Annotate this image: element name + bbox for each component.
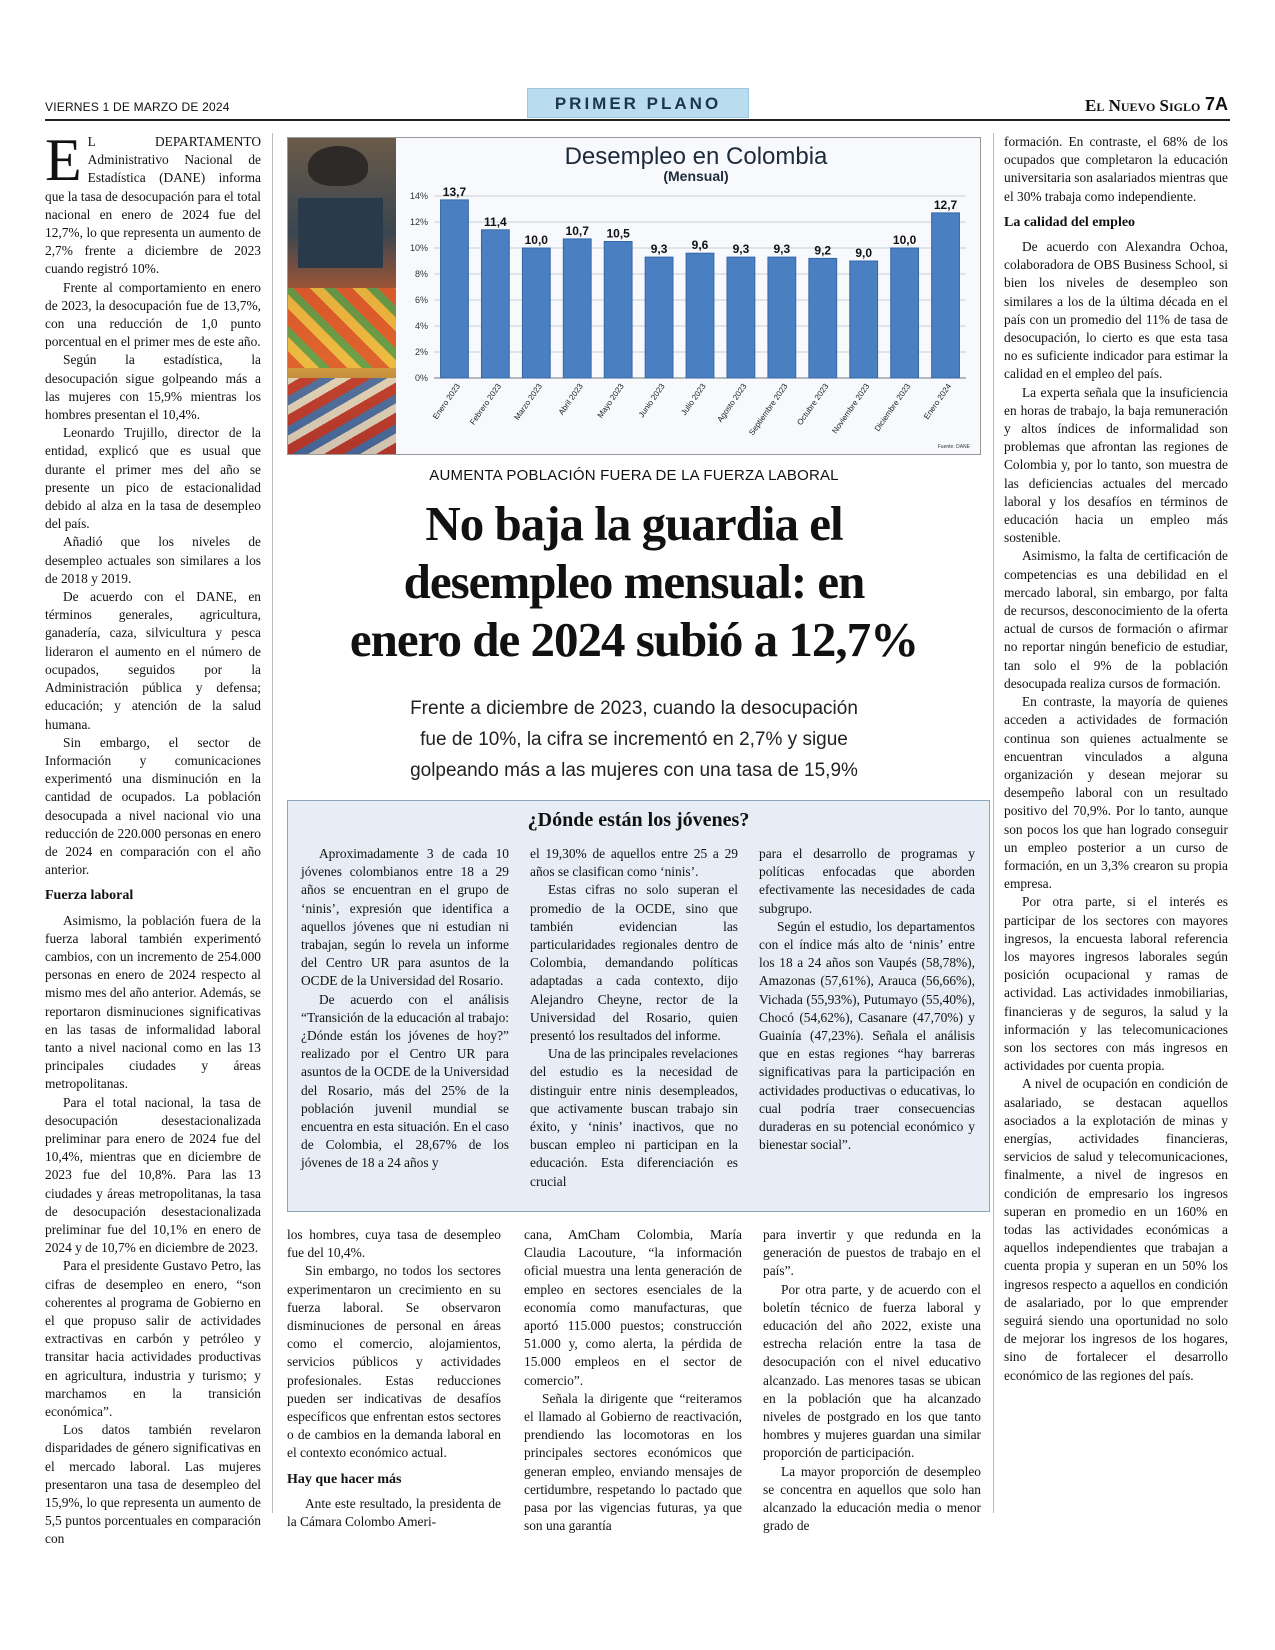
paragraph: La mayor proporción de desempleo se concentra en aquellos que solo han alcanzado la educación media o menor grado de <box>763 1463 981 1534</box>
column-divider <box>272 133 273 1513</box>
issue-date: VIERNES 1 DE MARZO DE 2024 <box>45 100 230 114</box>
x-tick-label: Mayo 2023 <box>595 381 626 420</box>
paragraph: De acuerdo con el DANE, en términos generales, agricultura, ganadería, caza, silvicultura y pesca lideraron el aumento en el número de ocupados, seguidos por la Administración pública y defensa; educación; y atención de la salud humana. <box>45 589 261 732</box>
unemployment-bar-chart <box>396 138 981 454</box>
page-number: 7A <box>1205 94 1229 114</box>
lead-caps: L DEPARTAMENTO <box>87 134 261 149</box>
paragraph: el 19,30% de aquellos entre 25 a 29 años se clasifican como ‘ninis’. <box>530 846 738 880</box>
data-label: 11,4 <box>484 214 507 229</box>
paragraph: A nivel de ocupación en condición de asalariado, se destacan aquellos asociados a la explotación de minas y energías, actividades financieras, servicios de salud y telecomunicaciones, finalmente, a nivel de ingresos en condición de empresario los ingresos superan en promedio en un 160% en todas las actividades económicas a aquellos independientes que trabajan a cuenta propia y superan en un 50% los ingresos respecto a aquellos en condición de asalariado, por lo que emprender seguirá siendo una oportunidad no solo de mejorar los ingresos de los hogares, sino de fortalecer el desarrollo económico de las regiones del país. <box>1004 1076 1228 1383</box>
y-tick-label: 12% <box>409 217 428 227</box>
y-tick-label: 8% <box>414 269 428 279</box>
section-label: PRIMER PLANO <box>527 88 749 118</box>
x-tick-label: Octubre 2023 <box>795 381 831 427</box>
paragraph: En contraste, la mayoría de quienes acceden a actividades de formación continua son quienes actualmente se encuentran vinculados a alguna organización y desean mejorar su desempeño laboral con un resultado positivo del 70,9%. Por lo tanto, aunque son pocos los que han logrado conseguir un empleo posterior a un curso de formación, en un 3,3% crearon su propia empresa. <box>1004 694 1228 892</box>
paragraph: Según el estudio, los departamentos con el índice más alto de ‘ninis’ entre los 18 a 24 años son Vaupés (58,78%), Amazonas (57,61%), Arauca (56,66%), Vichada (55,93%), Putumayo (55,40%), Chocó (54,62%), Casanare (47,70%) y Guainía (47,23%). Señala el análisis que en estas regiones “hay barreras significativas para la participación en actividades productivas o educativas, lo cual podría traer consecuencias duraderas en su potencial económico y bienestar social”. <box>759 918 975 1153</box>
paragraph: Aproximadamente 3 de cada 10 jóvenes colombianos entre 18 a 29 años se encuentran en el grupo de ‘ninis’, expresión que identifica a aquellos jóvenes que ni estudian ni trabajan, según lo revela un informe del Centro UR para asuntos de la OCDE de la Universidad del Rosario. <box>301 846 509 989</box>
headline-line: desempleo mensual: en <box>403 554 865 609</box>
data-label: 9,3 <box>732 242 750 257</box>
y-tick-label: 14% <box>409 191 428 201</box>
unemployment-chart-figure <box>287 137 981 455</box>
sidebar-title: ¿Dónde están los jóvenes? <box>527 809 750 831</box>
bar <box>522 248 550 378</box>
newspaper-name: El Nuevo Siglo <box>1085 96 1201 115</box>
subheading-hay-que-hacer-mas: Hay que hacer más <box>287 1471 402 1487</box>
paragraph: Estas cifras no solo superan el promedio de la OCDE, sino que también evidencian las particularidades regionales dentro de Colombia, demandando políticas adaptadas a cada contexto, dijo Alejandro Cheyne, rector de la Universidad del Rosario, quien presentó los resultados del informe. <box>530 882 738 1044</box>
headline-line: No baja la guardia el <box>425 496 843 551</box>
data-label: 9,0 <box>855 246 873 260</box>
paragraph: De acuerdo con Alexandra Ochoa, colaboradora de OBS Business School, si bien los niveles de desempleo son similares a los de la última década en el país con un promedio del 11% de tasa de desocupación, lo cierto es que esta tasa no es suficiente indicador para estimar la calidad en el empleo del país. <box>1004 239 1228 382</box>
y-tick-label: 6% <box>414 295 428 305</box>
paragraph: Para el presidente Gustavo Petro, las cifras de desempleo en enero, “son coherentes al programa de Gobierno en el que propuso salir de actividades extractivas en carbón y petróleo y transitar hacia actividades productivas en agricultura, industria y turismo; y marchamos en la transición económica”. <box>45 1258 261 1420</box>
x-tick-label: Enero 2024 <box>922 381 954 422</box>
x-tick-label: Abril 2023 <box>556 381 585 417</box>
y-tick-label: 0% <box>414 373 428 383</box>
column-divider <box>993 133 994 1513</box>
paragraph: Señala la dirigente que “reiteramos el llamado al Gobierno de reactivación, prendiendo las locomotoras en los principales sectores económicos que generan empleo, enviando mensajes de certidumbre, respetando lo pactado que pasa por las vigencias futuras, ya que son una garantía <box>524 1390 742 1534</box>
x-tick-label: Diciembre 2023 <box>872 381 913 434</box>
data-label: 10,5 <box>606 226 630 241</box>
column-1 <box>45 127 261 1549</box>
paragraph: Para el total nacional, la tasa de desocupación desestacionalizada preliminar para enero de 2024 fue del 10,4%, mientras que en diciembre de 2023 fue del 10,8%. Para las 13 ciudades y áreas metropolitanas, la tasa de desocupación desestacionalizada preliminar fue del 10,1% en enero de 2024 y de 10,7% en diciembre de 2023. <box>45 1094 261 1256</box>
y-tick-label: 10% <box>409 243 428 253</box>
x-tick-label: Agosto 2023 <box>715 381 749 424</box>
paragraph: Leonardo Trujillo, director de la entidad, explicó que es usual que durante el primer mes del año se presente un pico de estacionalidad debido al alza en la tasa de desempleo del país. <box>45 425 261 532</box>
data-label: 13,7 <box>442 184 467 199</box>
x-tick-label: Enero 2023 <box>430 381 463 422</box>
x-tick-label: Marzo 2023 <box>512 381 544 422</box>
bar <box>481 230 509 378</box>
column-2 <box>287 1226 501 1531</box>
data-label: 9,3 <box>650 242 668 257</box>
column-5 <box>1004 133 1228 1385</box>
paragraph: para el desarrollo de programas y políticas enfocadas que aborden efectivamente las necesidades de cada subgrupo. <box>759 846 975 916</box>
paragraph: Los datos también revelaron disparidades de género significativas en el mercado laboral. Las mujeres presentaron una tasa de desempleo del 15,9%, lo que representa un aumento de 5,5 puntos porcentuales en comparación con <box>45 1422 261 1547</box>
sidebar-column-2 <box>530 845 738 1191</box>
paragraph: Asimismo, la falta de certificación de competencias es una debilidad en el mercado laboral, sin embargo, por falta de recursos, desconocimiento de la oferta actual de cursos de formación o afirmar no reportar ningún beneficio de estudiar, tan solo el 9% de la población desocupada realiza cursos de formación. <box>1004 548 1228 691</box>
y-tick-label: 2% <box>414 347 428 357</box>
bar <box>604 242 632 379</box>
paragraph: Por otra parte, si el interés es participar de los sectores con mayores ingresos, la encuesta laboral referencia los mayores ingresos laborales según posición ocupacional y ramas de actividad. Las actividades inmobiliarias, financieras y de seguros, la salud y la información y las telecomunicaciones son los sectores con más ingresos en actividades por cuenta propia. <box>1004 894 1228 1074</box>
x-tick-label: Junio 2023 <box>636 381 667 420</box>
bar <box>563 239 591 378</box>
lead-text: Administrativo Nacional de Estadística (DANE) informa que la tasa de desocupación para el total nacional en enero de 2024 fue del 12,7%, lo que representa un aumento de 2,7% frente a diciembre de 2023 cuando registró 10%. <box>45 152 261 277</box>
data-label: 9,2 <box>814 243 832 258</box>
paragraph: Por otra parte, y de acuerdo con el boletín técnico de fuerza laboral y educación del año 2022, existe una estrecha relación entre la tasa de desocupación con el nivel educativo alcanzado. Las menores tasas se ubican en la población que ha alcanzado niveles de postgrado en los que tanto hombres y mujeres guardan una similar proporción de participación. <box>763 1281 981 1461</box>
kicker: AUMENTA POBLACIÓN FUERA DE LA FUERZA LABORAL <box>429 467 839 484</box>
sidebar-column-3 <box>759 845 975 1154</box>
column-3 <box>524 1226 742 1535</box>
data-label: 10,0 <box>892 233 917 247</box>
data-label: 12,7 <box>933 197 958 212</box>
paragraph: los hombres, cuya tasa de desempleo fue del 10,4%. <box>287 1227 501 1261</box>
headline <box>287 495 981 669</box>
x-tick-label: Noviembre 2023 <box>830 381 872 436</box>
bar <box>686 253 714 378</box>
paragraph: La experta señala que la insuficiencia en horas de trabajo, la baja remuneración y altos índices de informalidad son problemas que afrontan las regiones de Colombia y, por lo tanto, son muestra de las deficiencias actuales del mercado laboral y los desafíos en términos de educación hacia un empleo más sostenible. <box>1004 384 1228 546</box>
vendor-photo <box>288 138 396 454</box>
paragraph: Sin embargo, no todos los sectores experimentaron un crecimiento en su fuerza laboral. Se observaron disminuciones de personal en áreas como el comercio, alojamientos, servicios públicos y actividades profesionales. Estas reducciones pueden ser indicativas de desafíos específicos que enfrentan estos sectores o de cambios en la demanda laboral en el contexto económico actual. <box>287 1263 501 1461</box>
lead-paragraph <box>45 127 261 279</box>
paragraph: Sin embargo, el sector de Información y comunicaciones experimentó una disminución en la cantidad de ocupados. La población desocupada a nivel nacional vio una reducción de 220.000 personas en enero de 2024 en comparación con el año anterior. <box>45 734 261 878</box>
x-tick-label: Julio 2023 <box>679 381 708 418</box>
paragraph: Según la estadística, la desocupación sigue golpeando más a las mujeres con 15,9% mientras los hombres presentan el 10,4%. <box>45 352 261 423</box>
paragraph: Asimismo, la población fuera de la fuerza laboral también experimentó cambios, con un incremento de 254.000 personas en enero de 2024 respecto al mismo mes del año anterior. Además, se reportaron disminuciones significativas en las tasas de informalidad laboral tanto a nivel nacional como en las 13 principales ciudades y áreas metropolitanas. <box>45 912 261 1092</box>
paragraph: cana, AmCham Colombia, María Claudia Lacouture, “la información oficial muestra una lenta generación de empleo en sectores esenciales de la economía como manufacturas, que aportó 115.000 puestos; construcción 51.000 y, como alerta, la pérdida de 15.000 empleos en el sector de comercio”. <box>524 1227 742 1388</box>
data-label: 10,0 <box>524 233 548 247</box>
data-label: 9,3 <box>773 242 791 257</box>
bar <box>891 248 919 378</box>
data-label: 10,7 <box>565 223 589 238</box>
bar <box>441 200 469 378</box>
paragraph: Frente al comportamiento en enero de 2023, la desocupación fue de 13,7%, con una reducción de 1,0 punto porcentual en el primer mes de este año. <box>45 279 261 350</box>
chart-subtitle: (Mensual) <box>663 168 729 184</box>
data-label: 9,6 <box>691 238 709 253</box>
x-tick-label: Septiembre 2023 <box>747 381 790 438</box>
column-4 <box>763 1226 981 1535</box>
paragraph: formación. En contraste, el 68% de los ocupados que completaron la educación universitaria son asalariados mientras que el 30% trabaja como independiente. <box>1004 134 1228 204</box>
sidebar-column-1 <box>301 845 509 1173</box>
subheadline <box>300 693 968 786</box>
bar <box>727 257 755 378</box>
paragraph: para invertir y que redunda en la generación de puestos de trabajo en el país”. <box>763 1227 981 1279</box>
chart-title: Desempleo en Colombia <box>564 143 828 170</box>
youth-sidebar-box <box>287 800 990 1212</box>
bar <box>645 257 673 378</box>
subhead-line: fue de 10%, la cifra se incrementó en 2,7% y sigue <box>420 729 848 750</box>
subhead-line: Frente a diciembre de 2023, cuando la desocupación <box>410 698 858 719</box>
paragraph: Una de las principales revelaciones del estudio es la necesidad de distinguir entre ninis desempleados, que activamente buscan trabajo sin éxito, y ‘ninis’ inactivos, que no buscan empleo ni participan en la educación. Esta diferenciación es crucial <box>530 1046 738 1189</box>
paragraph: Ante este resultado, la presidenta de la Cámara Colombo Ameri- <box>287 1495 501 1530</box>
headline-line: enero de 2024 subió a 12,7% <box>349 612 919 667</box>
header-rule <box>45 119 1230 121</box>
subheading-calidad-empleo: La calidad del empleo <box>1004 214 1136 230</box>
subhead-line: golpeando más a las mujeres con una tasa de 15,9% <box>410 760 858 781</box>
bar <box>768 257 796 378</box>
bar <box>850 261 878 378</box>
chart-source: Fuente: DANE <box>937 444 970 450</box>
bar <box>932 213 960 378</box>
paragraph: Añadió que los niveles de desempleo actuales son similares a los de 2018 y 2019. <box>45 534 261 586</box>
drop-cap: E <box>45 127 82 193</box>
paragraph: De acuerdo con el análisis “Transición de la educación al trabajo: ¿Dónde están los jóvenes de hoy?” realizado por el Centro UR para asuntos de la OCDE de la Universidad del Rosario, más del 25% de la población juvenil mundial se encuentra en esta situación. En el caso de Colombia, el 28,67% de los jóvenes de 18 a 24 años y <box>301 991 509 1171</box>
x-tick-label: Febrero 2023 <box>468 381 504 427</box>
y-tick-label: 4% <box>414 321 428 331</box>
subheading-fuerza-laboral: Fuerza laboral <box>45 888 134 904</box>
bar <box>809 258 837 378</box>
